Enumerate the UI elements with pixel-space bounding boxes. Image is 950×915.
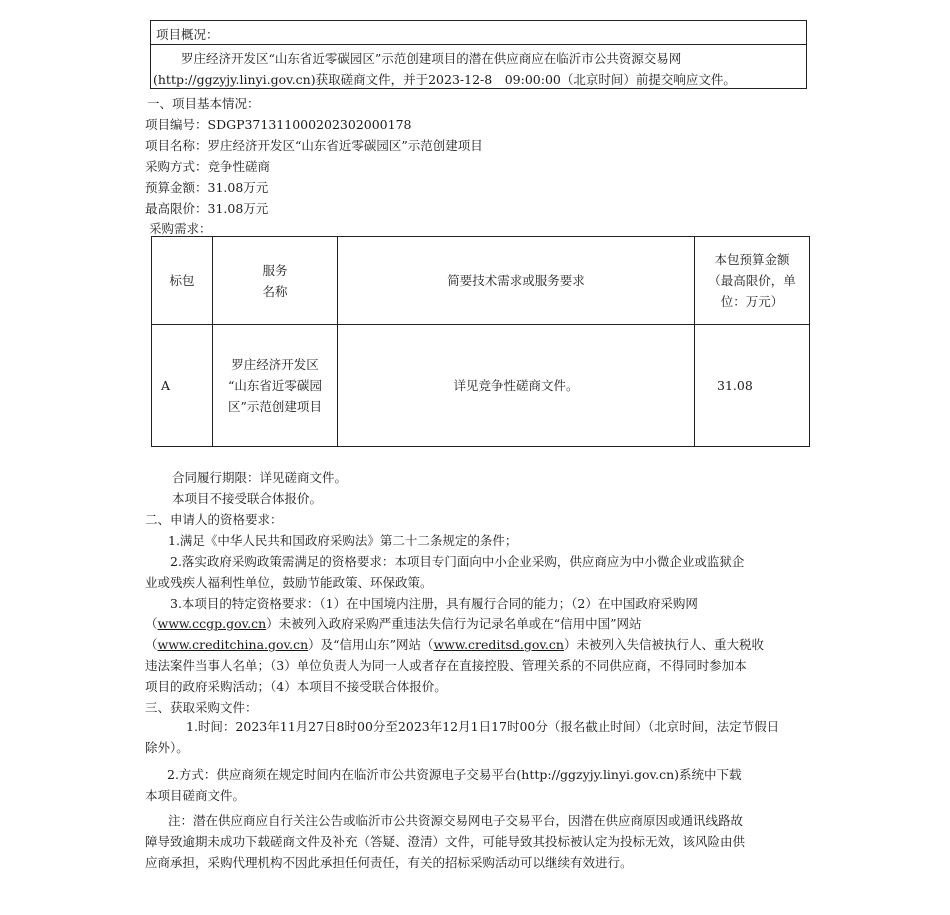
header-budget-line1: 本包预算金额 [714,252,790,267]
overview-text-line2: (http://ggzyjy.linyi.gov.cn)获取磋商文件，并于2023-12-8 09:00:00（北京时间）前提交响应文件。 [153,72,736,87]
cell-requirements: 详见竞争性磋商文件。 [338,325,695,447]
table-header-row [152,237,810,325]
cell-service-name-line1: 罗庄经济开发区 [231,357,319,372]
qualification-item3-line5: 项目的政府采购活动；（4）本项目不接受联合体报价。 [145,679,447,694]
requirements-table [151,236,810,447]
qualification-item1: 1.满足《中华人民共和国政府采购法》第二十二条规定的条件； [168,533,518,548]
section2-heading: 二、申请人的资格要求： [145,512,283,527]
contract-period: 合同履行期限：详见磋商文件。 [172,470,348,485]
header-service-name [213,237,338,325]
qualification-item3-line2: （www.ccgp.gov.cn）未被列入政府采购严重违法失信行为记录名单或在“信用中国”网站 [145,616,642,631]
header-service-name-line2: 名称 [262,283,288,299]
creditsd-link[interactable]: www.creditsd.gov.cn [433,637,564,652]
project-overview-box [150,20,807,89]
ccgp-link[interactable]: www.ccgp.gov.cn [157,616,267,631]
overview-text-line1: 罗庄经济开发区“山东省近零碳园区”示范创建项目的潜在供应商应在临沂市公共资源交易网 [181,51,682,66]
cell-amount: 31.08 [695,325,810,447]
note-line1: 注：潜在供应商应自行关注公告或临沂市公共资源交易网电子交易平台，因潜在供应商原因或通讯线路故 [168,813,744,828]
header-budget-line2: （最高限价，单 [708,273,796,288]
section3-heading: 三、获取采购文件： [145,700,258,715]
project-name: 项目名称：罗庄经济开发区“山东省近零碳园区”示范创建项目 [145,138,483,153]
obtain-time-line2: 除外）。 [145,740,189,755]
note-line3: 应商承担，采购代理机构不因此承担任何责任，有关的招标采购活动可以继续有效进行。 [145,855,633,870]
budget-amount: 预算金额：31.08万元 [145,180,269,195]
obtain-way-line1: 2.方式：供应商须在规定时间内在临沂市公共资源电子交易平台(http://ggzyjy.linyi.gov.cn)系统中下载 [167,767,742,782]
header-budget [695,237,810,325]
cell-service-name-line3: 区”示范创建项目 [228,399,322,414]
cell-lot: A [152,325,213,447]
header-budget-line3: 位：万元） [720,294,784,309]
qualification-item3-line1: 3.本项目的特定资格要求：（1）在中国境内注册，具有履行合同的能力；（2）在中国政府采购网 [170,596,698,611]
table-row [152,325,810,447]
overview-title: 项目概况： [156,27,219,42]
no-consortium-note: 本项目不接受联合体报价。 [172,491,323,506]
qualification-item3-line3: （www.creditchina.gov.cn）及“信用山东”网站（www.creditsd.gov.cn）未被列入失信被执行人、重大税收 [145,637,764,652]
qualification-item3-line4: 违法案件当事人名单；（3）单位负责人为同一人或者存在直接控股、管理关系的不同供应商，不得同时参加本 [145,658,747,673]
procurement-requirements-label: 采购需求： [149,221,212,236]
qualification-item2-line2: 业或残疾人福利性单位，鼓励节能政策、环保政策。 [145,575,433,590]
cell-service-name-line2: “山东省近零碳园 [228,378,322,393]
note-line2: 障导致逾期未成功下载磋商文件及补充（答疑、澄清）文件，可能导致其投标被认定为投标无效，该风险由供 [145,834,746,849]
qualification-item2-line1: 2.落实政府采购政策需满足的资格要求：本项目专门面向中小企业采购，供应商应为中小微企业或监狱企 [170,554,745,569]
header-lot: 标包 [152,237,213,325]
procurement-method: 采购方式：竞争性磋商 [145,159,271,174]
max-price: 最高限价：31.08万元 [145,201,269,216]
obtain-way-line2: 本项目磋商文件。 [145,788,246,803]
project-number: 项目编号：SDGP371311000202302000178 [145,117,412,132]
section1-heading: 一、项目基本情况： [147,96,260,111]
header-requirements: 简要技术需求或服务要求 [338,237,695,325]
creditchina-link[interactable]: www.creditchina.gov.cn [157,637,309,652]
header-service-name-line1: 服务 [262,262,288,278]
cell-service-name [213,325,338,447]
obtain-time-line1: 1.时间：2023年11月27日8时00分至2023年12月1日17时00分（报名截止时间）（北京时间，法定节假日 [186,719,780,734]
overview-divider [151,44,806,45]
